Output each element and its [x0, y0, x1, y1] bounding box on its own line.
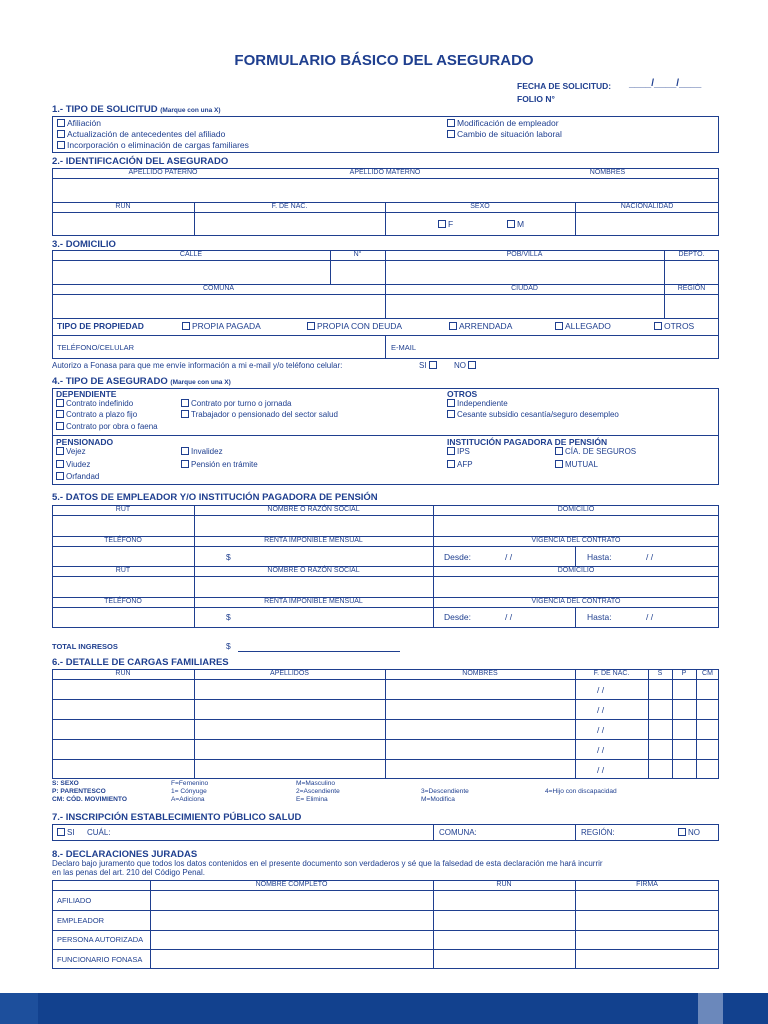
- hdr-apellido-materno: APELLIDO MATERNO: [349, 169, 421, 176]
- hdr-pob-villa: POB/VILLA: [506, 251, 543, 258]
- hdr-region: REGIÓN: [677, 285, 706, 292]
- form-title: FORMULARIO BÁSICO DEL ASEGURADO: [234, 52, 534, 69]
- checkbox-arrendada[interactable]: ARRENDADA: [449, 321, 512, 331]
- section-2-title: 2.- IDENTIFICACIÓN DEL ASEGURADO: [52, 156, 229, 167]
- footer-accent-left: [0, 993, 38, 1024]
- dependiente-label: DEPENDIENTE: [56, 389, 117, 399]
- hdr-emp1-domicilio: DOMICILIO: [557, 506, 595, 513]
- checkbox-sexo-f[interactable]: F: [438, 219, 453, 229]
- telefono-celular-label: TELÉFONO/CELULAR: [57, 343, 135, 352]
- hdr-apellido-paterno: APELLIDO PATERNO: [128, 169, 198, 176]
- legend-c1-a: F=Femenino: [171, 780, 209, 787]
- total-dollar: $: [226, 641, 231, 651]
- hdr-emp2-nombre: NOMBRE O RAZÓN SOCIAL: [267, 567, 360, 574]
- checkbox-pension-tramite[interactable]: Pensión en trámite: [181, 460, 258, 469]
- carga-date-2[interactable]: / /: [597, 705, 605, 715]
- hdr-carga-nombres: NOMBRES: [462, 670, 498, 677]
- otros-label: OTROS: [447, 389, 478, 399]
- hdr-emp1-renta: RENTA IMPONIBLE MENSUAL: [264, 537, 363, 544]
- emp1-dollar: $: [226, 552, 231, 562]
- section-4-title: 4.- TIPO DE ASEGURADO (Marque con una X): [52, 376, 231, 387]
- checkbox-inscripcion-no[interactable]: NO: [678, 828, 700, 837]
- declaracion-text-2: en las penas del art. 210 del Código Penal.: [52, 868, 205, 877]
- emp2-hasta-date[interactable]: / /: [646, 612, 654, 622]
- legend-c2-a: M=Masculino: [296, 780, 336, 787]
- emp2-desde: Desde:: [444, 612, 471, 622]
- hdr-numero: N°: [353, 251, 362, 258]
- pensionado-label: PENSIONADO: [56, 437, 114, 447]
- section-4-box: [52, 388, 719, 485]
- checkbox-cambio-laboral[interactable]: Cambio de situación laboral: [447, 129, 562, 139]
- hdr-emp1-telefono: TELÉFONO: [104, 537, 142, 544]
- decl-row-afiliado: AFILIADO: [57, 896, 92, 905]
- decl-row-funcionario: FUNCIONARIO FONASA: [57, 955, 143, 964]
- checkbox-cesante[interactable]: Cesante subsidio cesantía/seguro desempleo: [447, 410, 619, 419]
- section-1-title: 1.- TIPO DE SOLICITUD (Marque con una X): [52, 104, 221, 115]
- tipo-propiedad-label: TIPO DE PROPIEDAD: [57, 321, 144, 331]
- hdr-calle: CALLE: [179, 251, 203, 258]
- checkbox-independiente[interactable]: Independiente: [447, 399, 508, 408]
- hdr-emp1-nombre: NOMBRE O RAZÓN SOCIAL: [267, 506, 360, 513]
- hdr-nacionalidad: NACIONALIDAD: [620, 203, 674, 210]
- institucion-label: INSTITUCIÓN PAGADORA DE PENSIÓN: [447, 437, 608, 447]
- hdr-depto: DEPTO.: [678, 251, 705, 258]
- declaracion-text-1: Declaro bajo juramento que todos los datos contenidos en el presente documento son verdaderos y sé que la falsedad de esta declaración me hará incurrir: [52, 859, 603, 868]
- carga-date-5[interactable]: / /: [597, 765, 605, 775]
- hdr-comuna: COMUNA: [202, 285, 235, 292]
- section-7-box: [52, 824, 719, 841]
- checkbox-viudez[interactable]: Viudez: [56, 460, 90, 469]
- hdr-emp2-domicilio: DOMICILIO: [557, 567, 595, 574]
- checkbox-obra-faena[interactable]: Contrato por obra o faena: [56, 422, 158, 431]
- section-5-title: 5.- DATOS DE EMPLEADOR Y/O INSTITUCIÓN PAGADORA DE PENSIÓN: [52, 492, 378, 503]
- hdr-carga-cm: CM: [702, 670, 713, 677]
- carga-date-3[interactable]: / /: [597, 725, 605, 735]
- checkbox-cargas[interactable]: Incorporación o eliminación de cargas familiares: [57, 140, 249, 150]
- decl-row-persona: PERSONA AUTORIZADA: [57, 935, 144, 944]
- checkbox-otros-prop[interactable]: OTROS: [654, 321, 694, 331]
- hdr-emp2-vigencia: VIGENCIA DEL CONTRATO: [531, 598, 621, 605]
- autorizo-text: Autorizo a Fonasa para que me envíe información a mi e-mail y/o teléfono celular:: [52, 361, 343, 370]
- fecha-blank[interactable]: ____/____/____: [629, 78, 702, 89]
- section-8-title: 8.- DECLARACIONES JURADAS: [52, 849, 198, 860]
- checkbox-indefinido[interactable]: Contrato indefinido: [56, 399, 133, 408]
- hdr-emp2-rut: RUT: [115, 567, 131, 574]
- hdr-sexo: SEXO: [470, 203, 490, 210]
- checkbox-plazo-fijo[interactable]: Contrato a plazo fijo: [56, 410, 137, 419]
- hdr-run: RUN: [115, 203, 131, 210]
- hdr-carga-p: P: [681, 670, 687, 677]
- carga-date-4[interactable]: / /: [597, 745, 605, 755]
- checkbox-mod-empleador[interactable]: Modificación de empleador: [447, 118, 559, 128]
- checkbox-inscripcion-si[interactable]: SI: [57, 828, 75, 837]
- legend-movimiento: CM: CÓD. MOVIMIENTO: [52, 796, 127, 803]
- emp2-dollar: $: [226, 612, 231, 622]
- legend-c3-a: 3=Descendiente: [421, 788, 469, 795]
- emp1-hasta: Hasta:: [587, 552, 612, 562]
- hdr-f-nac: F. DE NAC.: [271, 203, 308, 210]
- emp2-hasta: Hasta:: [587, 612, 612, 622]
- legend-c2-c: E= Elimina: [296, 796, 328, 803]
- checkbox-sector-salud[interactable]: Trabajador o pensionado del sector salud: [181, 410, 338, 419]
- email-label: E-MAIL: [391, 343, 417, 352]
- legend-c3-b: M=Modifica: [421, 796, 455, 803]
- checkbox-propia-deuda[interactable]: PROPIA CON DEUDA: [307, 321, 402, 331]
- total-ingresos-line[interactable]: [238, 651, 400, 652]
- autorizo-no[interactable]: NO: [454, 361, 478, 370]
- hdr-nombres: NOMBRES: [589, 169, 626, 176]
- fecha-label: FECHA DE SOLICITUD:: [517, 81, 612, 91]
- legend-parentesco: P: PARENTESCO: [52, 788, 106, 795]
- hdr-ciudad: CIUDAD: [511, 285, 538, 292]
- checkbox-actualizacion[interactable]: Actualización de antecedentes del afiliado: [57, 129, 225, 139]
- section-8-box: [52, 880, 719, 969]
- carga-date-1[interactable]: / /: [597, 685, 605, 695]
- hdr-carga-run: RUN: [115, 670, 131, 677]
- legend-sexo: S: SEXO: [52, 780, 79, 787]
- footer-band: [0, 993, 768, 1024]
- checkbox-mutual[interactable]: MUTUAL: [555, 460, 598, 469]
- hdr-emp2-renta: RENTA IMPONIBLE MENSUAL: [264, 598, 363, 605]
- checkbox-afp[interactable]: AFP: [447, 460, 473, 469]
- hdr-emp1-vigencia: VIGENCIA DEL CONTRATO: [531, 537, 621, 544]
- hdr-decl-run: RUN: [496, 881, 512, 888]
- hdr-firma: FIRMA: [636, 881, 658, 888]
- legend-c1-b: 1= Cónyuge: [171, 788, 207, 795]
- hdr-carga-s: S: [657, 670, 663, 677]
- checkbox-ips[interactable]: IPS: [447, 447, 470, 456]
- footer-accent-right: [698, 993, 723, 1024]
- legend-c4: 4=Hijo con discapacidad: [545, 788, 617, 795]
- section-6-title: 6.- DETALLE DE CARGAS FAMILIARES: [52, 657, 229, 668]
- inscripcion-region: REGIÓN:: [581, 828, 615, 837]
- checkbox-turno[interactable]: Contrato por turno o jornada: [181, 399, 292, 408]
- checkbox-vejez[interactable]: Vejez: [56, 447, 86, 456]
- checkbox-allegado[interactable]: ALLEGADO: [555, 321, 611, 331]
- hdr-emp1-rut: RUT: [115, 506, 131, 513]
- emp1-desde-date[interactable]: / /: [505, 552, 513, 562]
- checkbox-cia-seguros[interactable]: CÍA. DE SEGUROS: [555, 447, 636, 456]
- emp1-desde: Desde:: [444, 552, 471, 562]
- checkbox-orfandad[interactable]: Orfandad: [56, 472, 99, 481]
- emp1-hasta-date[interactable]: / /: [646, 552, 654, 562]
- legend-c1-c: A=Adiciona: [171, 796, 205, 803]
- hdr-emp2-telefono: TELÉFONO: [104, 598, 142, 605]
- checkbox-afiliacion[interactable]: Afiliación: [57, 118, 101, 128]
- section-7-title: 7.- INSCRIPCIÓN ESTABLECIMIENTO PÚBLICO SALUD: [52, 812, 302, 823]
- checkbox-invalidez[interactable]: Invalidez: [181, 447, 223, 456]
- total-ingresos-label: TOTAL INGRESOS: [52, 642, 118, 651]
- decl-row-empleador: EMPLEADOR: [57, 916, 105, 925]
- autorizo-si[interactable]: SI: [419, 361, 439, 370]
- section-3-title: 3.- DOMICILIO: [52, 239, 116, 250]
- inscripcion-comuna: COMUNA:: [439, 828, 477, 837]
- hdr-nombre-completo: NOMBRE COMPLETO: [255, 881, 328, 888]
- hdr-carga-fnac: F. DE NAC.: [593, 670, 630, 677]
- hdr-carga-apellidos: APELLIDOS: [270, 670, 309, 677]
- checkbox-sexo-m[interactable]: M: [507, 219, 524, 229]
- emp2-desde-date[interactable]: / /: [505, 612, 513, 622]
- folio-label: FOLIO N°: [517, 94, 555, 104]
- checkbox-propia-pagada[interactable]: PROPIA PAGADA: [182, 321, 261, 331]
- legend-c2-b: 2=Ascendiente: [296, 788, 340, 795]
- inscripcion-cual: CUÁL:: [87, 828, 111, 837]
